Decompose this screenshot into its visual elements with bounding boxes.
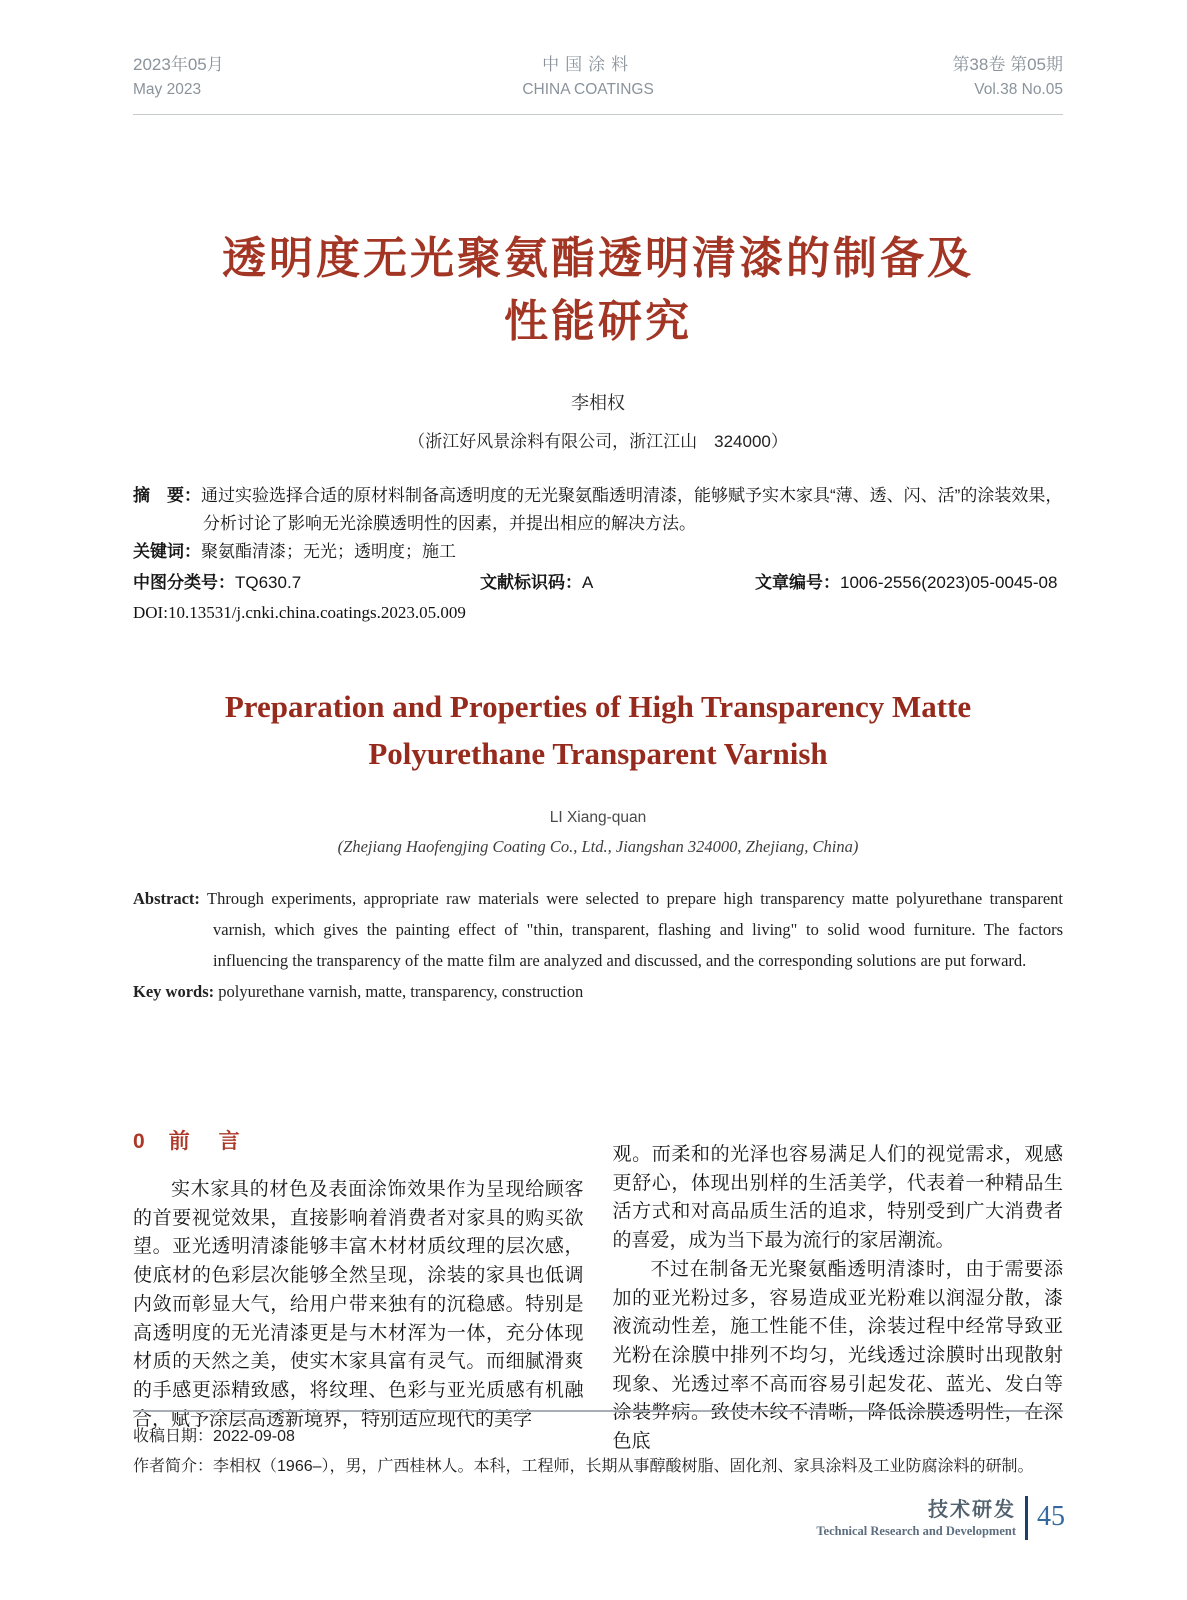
abstract-cn-label: 摘 要： xyxy=(133,486,201,505)
clc-value: TQ630.7 xyxy=(235,573,302,592)
header-issue-cn: 第38卷 第05期 xyxy=(952,55,1063,74)
keywords-en xyxy=(133,976,1063,1007)
author-cn: 李相权 xyxy=(571,393,625,413)
section-number: 0 xyxy=(133,1130,145,1153)
body-column-right xyxy=(613,1127,1064,1457)
affiliation-en: (Zhejiang Haofengjing Coating Co., Ltd., Jiangshan 324000, Zhejiang, China) xyxy=(337,837,859,856)
header-volume-issue xyxy=(952,52,1063,102)
keywords-en-label: Key words: xyxy=(133,982,215,1001)
article-title-cn-line2: 性能研究 xyxy=(504,297,692,346)
author-bio-label: 作者简介： xyxy=(133,1458,214,1475)
keywords-cn-label: 关键词： xyxy=(133,542,201,561)
document-code xyxy=(480,569,755,597)
article-title-en-line1: Preparation and Properties of High Transparency Matte xyxy=(224,689,972,724)
article-id xyxy=(755,569,1063,597)
clc-number xyxy=(133,569,480,597)
header-date-en: May 2023 xyxy=(133,81,202,98)
clc-label: 中图分类号： xyxy=(133,573,235,592)
received-date-value: 2022-09-08 xyxy=(213,1428,295,1445)
abstract-en-label: Abstract: xyxy=(133,889,200,908)
journal-name-cn: 中国涂料 xyxy=(542,55,635,74)
doi: DOI:10.13531/j.cnki.china.coatings.2023.05.009 xyxy=(133,603,466,622)
article-body xyxy=(133,1127,1063,1457)
document-code-label: 文献标识码： xyxy=(480,573,582,592)
article-title-cn-line1: 透明度无光聚氨酯透明清漆的制备及 xyxy=(222,234,974,283)
received-date-label: 收稿日期： xyxy=(133,1428,214,1445)
header-journal-name xyxy=(522,52,653,102)
column-name xyxy=(816,1496,1016,1540)
header-date-cn: 2023年05月 xyxy=(133,55,224,74)
article-id-value: 1006-2556(2023)05-0045-08 xyxy=(840,573,1058,592)
page-marker-divider xyxy=(1025,1496,1028,1540)
journal-name-en: CHINA COATINGS xyxy=(522,81,654,98)
article-title-en xyxy=(133,683,1063,777)
document-code-value: A xyxy=(582,573,594,592)
abstract-cn xyxy=(133,482,1063,538)
keywords-cn xyxy=(133,538,1063,566)
affiliation-cn: （浙江好风景涂料有限公司，浙江江山 324000） xyxy=(408,432,788,451)
section-title: 前 言 xyxy=(168,1130,244,1153)
meta-cn xyxy=(133,482,1063,627)
author-en: LI Xiang-quan xyxy=(549,809,647,826)
abstract-cn-text: 通过实验选择合适的原材料制备高透明度的无光聚氨酯透明清漆，能够赋予实木家具“薄、透、闪、活”的涂装效果，分析讨论了影响无光涂膜透明性的因素，并提出相应的解决方法。 xyxy=(201,486,1063,533)
article-title-en-line2: Polyurethane Transparent Varnish xyxy=(368,736,828,771)
author-bio xyxy=(133,1452,1063,1482)
classification-row xyxy=(133,569,1063,597)
article-id-label: 文章编号： xyxy=(755,573,840,592)
paragraph-1-left: 实木家具的材色及表面涂饰效果作为呈现给顾客的首要视觉效果，直接影响着消费者对家具的购买欲望。亚光透明清漆能够丰富木材材质纹理的层次感，使底材的色彩层次能够全然呈现，涂装的家具也低调内敛而彰显大气，给用户带来独有的沉稳感。特别是高透明度的无光清漆更是与木材浑为一体，充分体现材质的天然之美，使实木家具富有灵气。而细腻滑爽的手感更添精致感，将纹理、色彩与亚光质感有机融合，赋予涂层高透新境界，特别适应现代的美学 xyxy=(133,1179,584,1430)
page-marker xyxy=(816,1496,1065,1540)
column-name-en: Technical Research and Development xyxy=(816,1524,1016,1538)
abstract-en-text: Through experiments, appropriate raw materials were selected to prepare high transparency matte polyurethane transparent varnish, which gives the painting effect of "thin, transparent, flashing and living" to solid wood furniture. The factors influencing the transparency of the matte film are analyzed and discussed, and the corresponding solutions are put forward. xyxy=(199,889,1063,970)
header-issue-en: Vol.38 No.05 xyxy=(974,81,1063,98)
abstract-en xyxy=(133,883,1063,976)
page-number: 45 xyxy=(1037,1501,1065,1532)
body-column-left xyxy=(133,1127,584,1457)
meta-en xyxy=(133,883,1063,1007)
received-date xyxy=(133,1422,1063,1452)
keywords-en-text: polyurethane varnish, matte, transparency, construction xyxy=(214,982,584,1001)
header-issue-date xyxy=(133,52,224,102)
journal-header xyxy=(133,0,1063,115)
column-name-cn: 技术研发 xyxy=(928,1499,1016,1521)
paragraph-1-right: 观。而柔和的光泽也容易满足人们的视觉需求，观感更舒心，体现出别样的生活美学，代表着一种精品生活方式和对高品质生活的追求，特别受到广大消费者的喜爱，成为当下最为流行的家居潮流。 xyxy=(612,1144,1063,1252)
keywords-cn-text: 聚氨酯清漆；无光；透明度；施工 xyxy=(201,542,456,561)
footnote-block xyxy=(133,1410,1063,1482)
author-bio-text: 李相权（1966–），男，广西桂林人。本科，工程师，长期从事醇酸树脂、固化剂、家具涂料及工业防腐涂料的研制。 xyxy=(213,1458,1034,1475)
paragraph-2-right: 不过在制备无光聚氨酯透明清漆时，由于需要添加的亚光粉过多，容易造成亚光粉难以润湿分散，漆液流动性差，施工性能不佳，涂装过程中经常导致亚光粉在涂膜中排列不均匀，光线透过涂膜时出现散射现象、光透过率不高而容易引起发花、蓝光、发白等涂装弊病。致使木纹不清晰，降低涂膜透明性，在深色底 xyxy=(612,1258,1063,1453)
article-title-cn xyxy=(133,227,1063,353)
section-heading xyxy=(133,1127,584,1157)
